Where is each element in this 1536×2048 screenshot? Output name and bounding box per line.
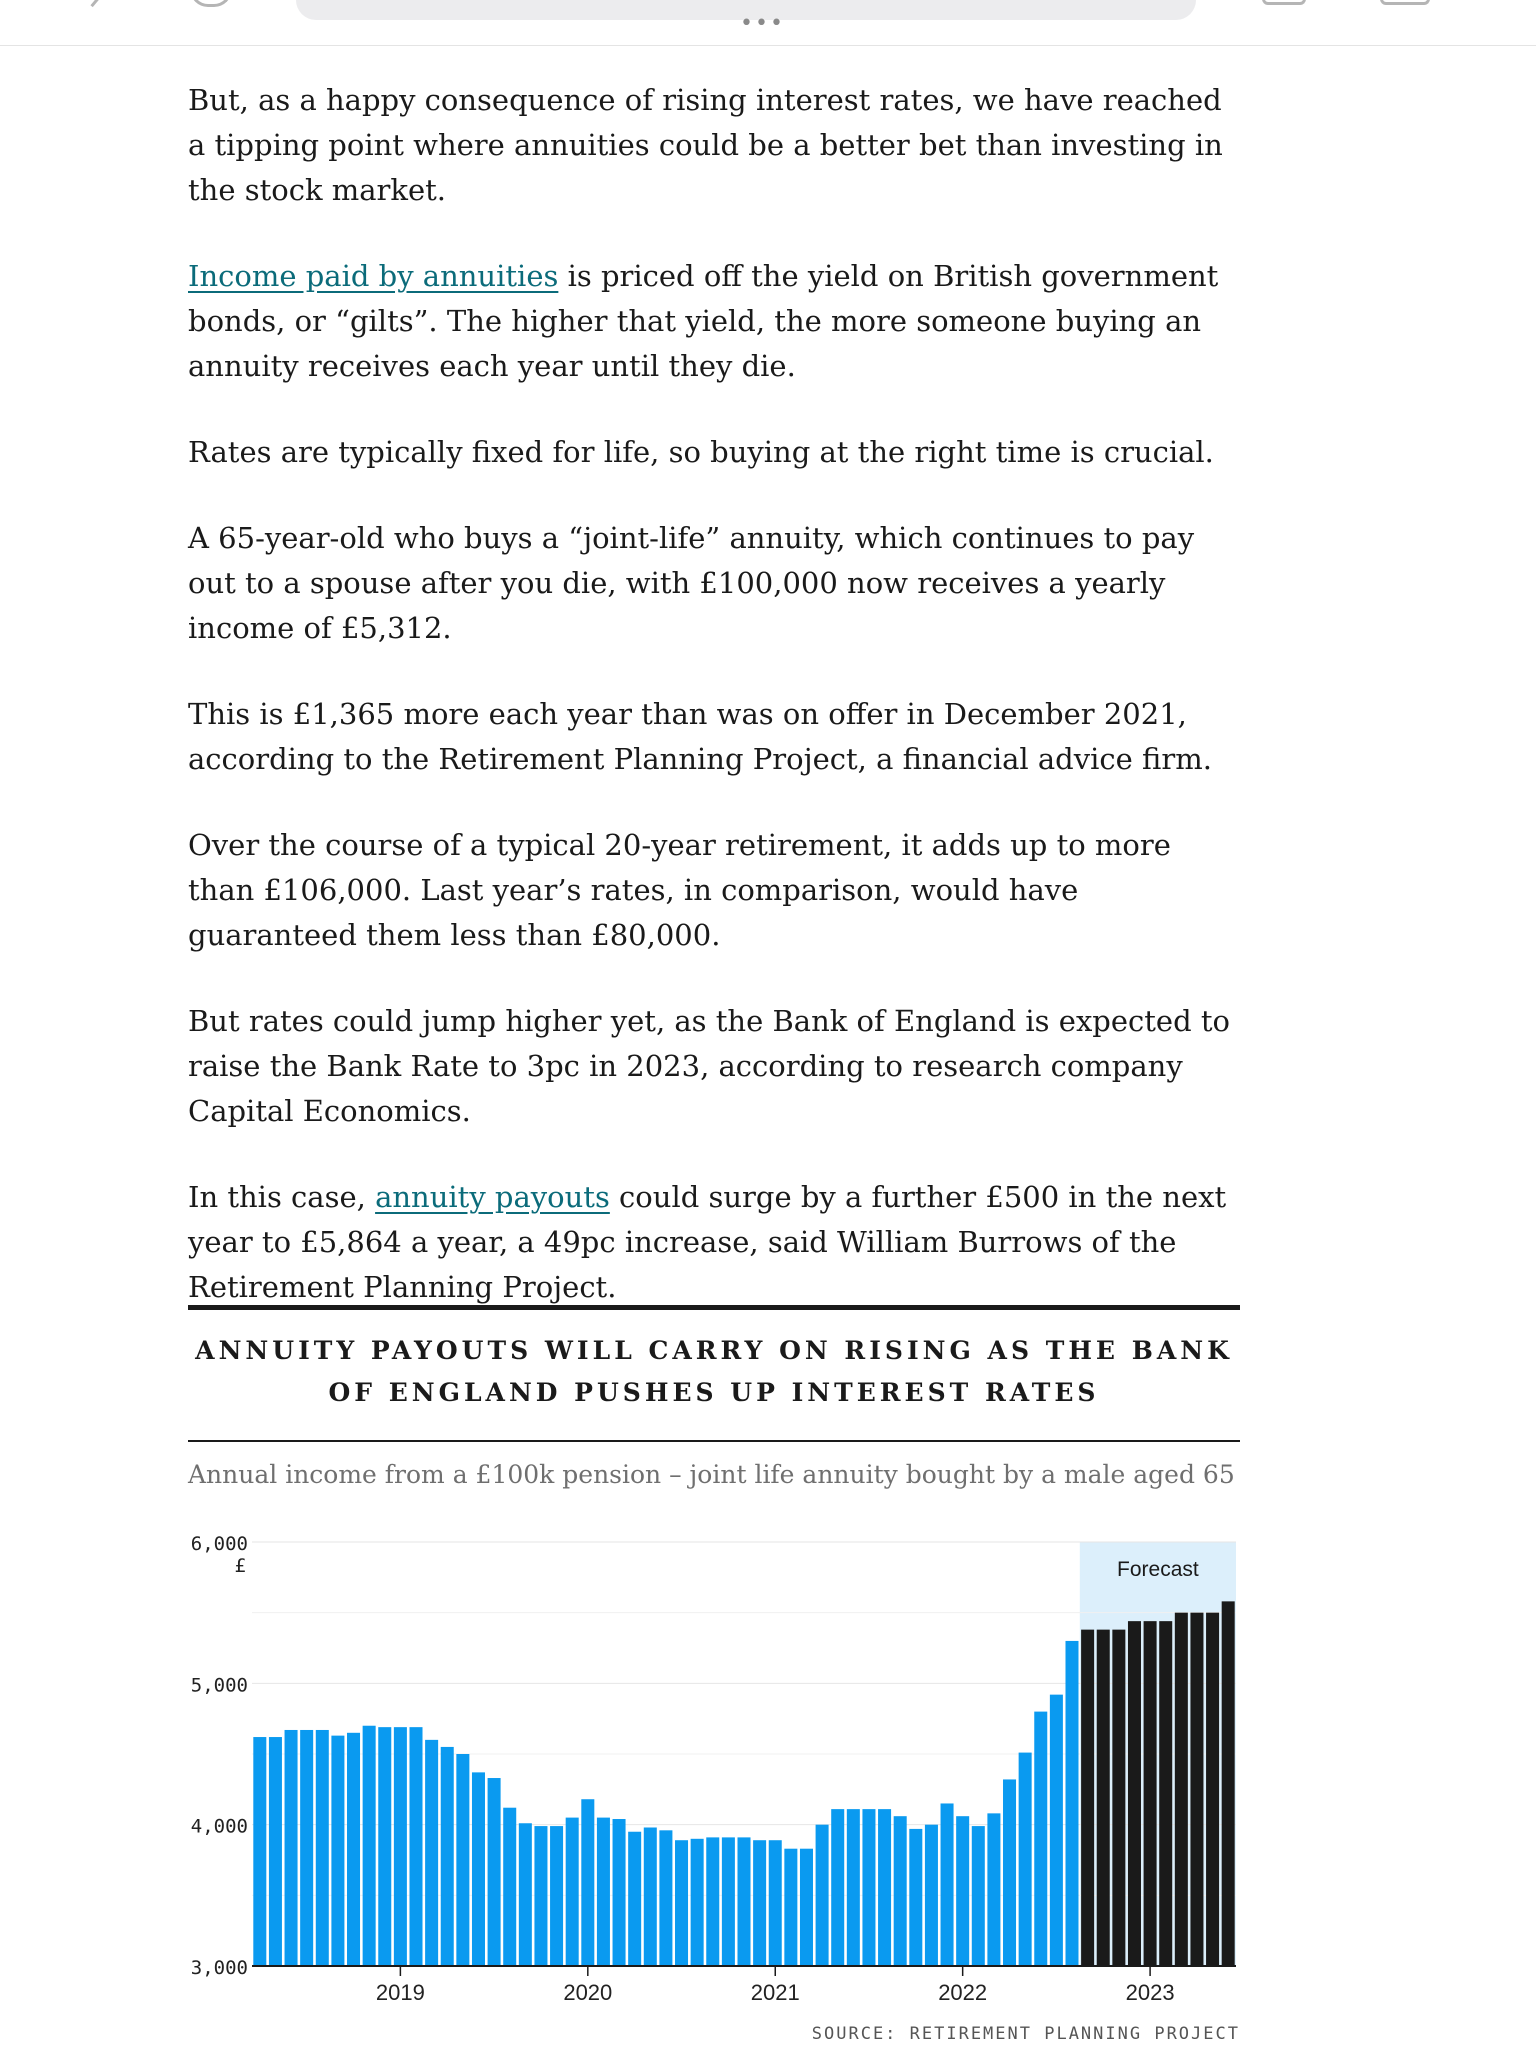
annuity-bar-chart [0,1500,1536,2020]
paragraph-text: In this case, [188,1180,376,1214]
bar [425,1740,438,1966]
bar [644,1827,657,1966]
chart-header [188,1305,1240,1492]
forecast-bar [1159,1621,1172,1966]
article-body [188,78,1238,1351]
x-tick-label: 2019 [375,1980,425,2005]
forecast-bar [1190,1613,1203,1966]
y-tick-label: 4,000 [190,1815,248,1838]
bar [1019,1753,1032,1966]
paragraph: Rates are typically fixed for life, so buying at the right time is crucial. [188,435,1214,469]
bar [628,1832,641,1966]
paragraph: A 65-year-old who buys a “joint-life” annuity, which continues to pay out to a spouse after you die, with £100,000 now receives a yearly income of £5,312. [188,521,1195,645]
bar [300,1730,313,1966]
bar [987,1813,1000,1966]
annuity-payouts-link[interactable]: annuity payouts [375,1180,610,1214]
bar [769,1840,782,1966]
bar [488,1778,501,1966]
bar [1034,1712,1047,1966]
x-tick-label: 2020 [563,1980,613,2005]
x-tick-label: 2022 [938,1980,988,2005]
bar [581,1799,594,1966]
forecast-bar [1097,1630,1110,1966]
forecast-bar [1112,1630,1125,1966]
bar [722,1837,735,1966]
forecast-bar [1081,1630,1094,1966]
bar [456,1754,469,1966]
bar [894,1816,907,1966]
bar [519,1823,532,1966]
bar [269,1737,282,1966]
chart-subtitle: Annual income from a £100k pension – joint life annuity bought by a male aged 65 [188,1460,1235,1489]
bar [613,1819,626,1966]
bar [753,1840,766,1966]
chart-source: SOURCE: RETIREMENT PLANNING PROJECT [811,2024,1240,2044]
paragraph [188,254,1238,389]
x-tick-label: 2021 [750,1980,800,2005]
bar [972,1826,985,1966]
y-tick-label: 3,000 [190,1957,248,1979]
reload-icon[interactable] [190,0,232,7]
bar [784,1849,797,1966]
x-tick-label: 2023 [1125,1980,1175,2005]
bar [737,1837,750,1966]
bar [675,1840,688,1966]
forecast-bar [1175,1613,1188,1966]
bar [1065,1641,1078,1966]
bar [862,1809,875,1966]
bar [285,1730,298,1966]
income-annuities-link[interactable]: Income paid by annuities [188,259,559,293]
y-unit-label: £ [234,1555,246,1577]
bar [659,1830,672,1966]
bar [534,1826,547,1966]
forecast-bar [1128,1621,1141,1966]
paragraph-text: could surge by a further £500 in the next year to £5,864 a year, a 49pc increase, said William Burrows of the Retirement Planning Project. [188,1180,1227,1304]
bar [331,1736,344,1966]
forecast-bar [1222,1601,1235,1966]
bar [941,1803,954,1966]
bar [800,1849,813,1966]
bar [706,1837,719,1966]
bar [394,1727,407,1966]
back-chevron-icon[interactable] [81,0,101,7]
bar [1003,1779,1016,1966]
tabs-icon[interactable] [1262,0,1306,5]
paragraph: But, as a happy consequence of rising interest rates, we have reached a tipping point where annuities could be a better bet than investing in the stock market. [188,83,1223,207]
bar [566,1818,579,1966]
bar [847,1809,860,1966]
bar [472,1772,485,1966]
paragraph [188,1175,1238,1310]
paragraph-text: is priced off the yield on British government bonds, or “gilts”. The higher that yield, the more someone buying an annuity receives each year until they die. [188,259,1219,383]
paragraph: But rates could jump higher yet, as the Bank of England is expected to raise the Bank Rate to 3pc in 2023, according to research company Capital Economics. [188,1004,1230,1128]
bar [503,1808,516,1966]
bar [878,1809,891,1966]
y-tick-label: 5,000 [190,1674,248,1697]
y-tick-label: 6,000 [190,1533,248,1555]
bar [956,1816,969,1966]
browser-top-bar [0,0,1536,46]
forecast-bar [1206,1613,1219,1966]
forecast-bar [1144,1621,1157,1966]
paragraph: This is £1,365 more each year than was on offer in December 2021, according to the Retirement Planning Project, a financial advice firm. [188,697,1212,776]
bar [253,1737,266,1966]
bar [550,1826,563,1966]
bar [347,1733,360,1966]
forecast-label: Forecast [1117,1558,1199,1581]
bar [816,1825,829,1966]
chart-title: ANNUITY PAYOUTS WILL CARRY ON RISING AS THE BANK OF ENGLAND PUSHES UP INTEREST RATES [195,1336,1233,1407]
bar [597,1818,610,1966]
bar [691,1839,704,1966]
bar [378,1727,391,1966]
menu-icon[interactable] [1380,0,1430,5]
chart-top-rule [188,1305,1240,1310]
paragraph: Over the course of a typical 20-year retirement, it adds up to more than £106,000. Last year’s rates, in comparison, would have guaranteed them less than £80,000. [188,828,1171,952]
bar [925,1825,938,1966]
bar [316,1730,329,1966]
bar [409,1727,422,1966]
chart-title-rule [188,1440,1240,1442]
bar [831,1809,844,1966]
bar [363,1726,376,1966]
bar [909,1829,922,1966]
bar [1050,1695,1063,1966]
more-options-icon[interactable]: ••• [740,11,785,36]
bar [441,1747,454,1966]
